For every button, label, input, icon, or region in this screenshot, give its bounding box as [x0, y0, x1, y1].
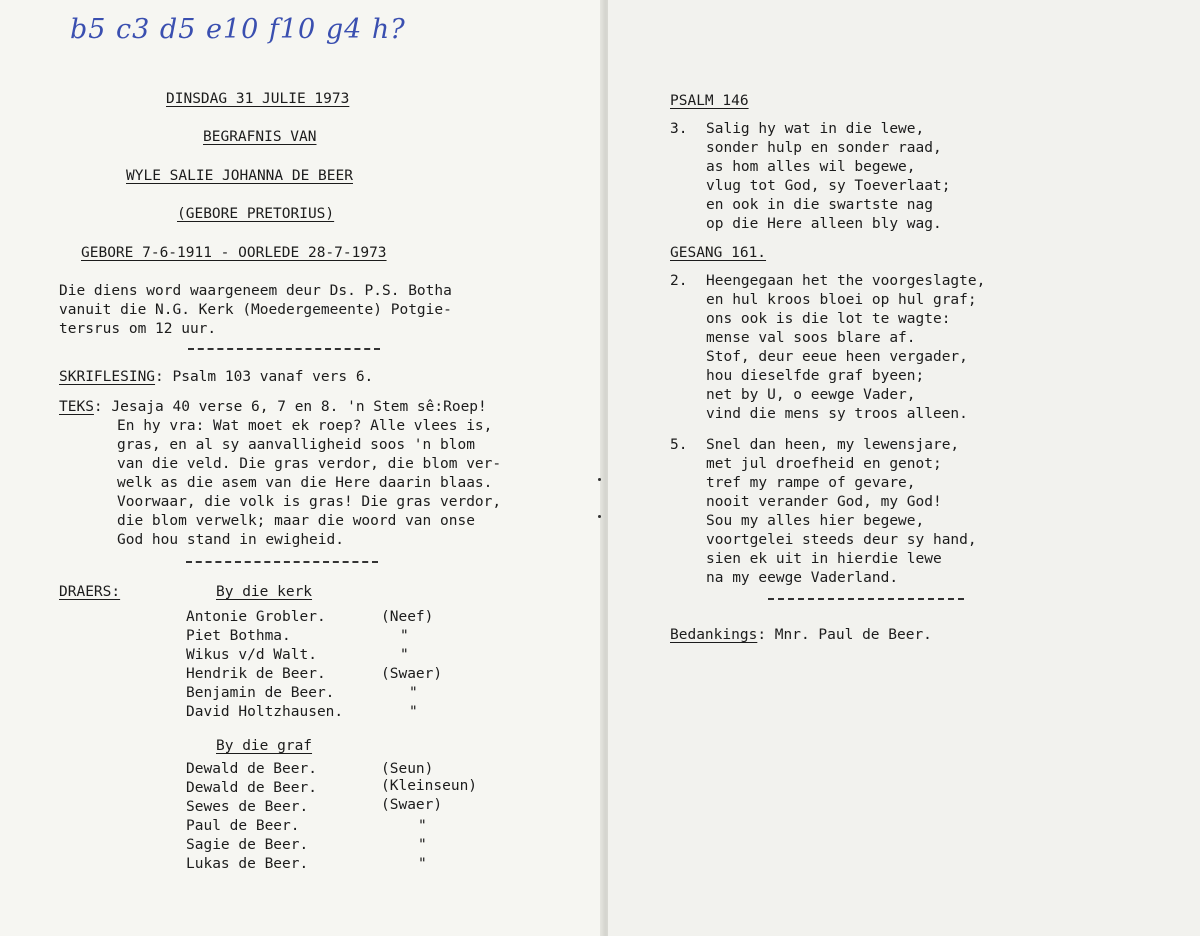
bearer-relation: (Swaer)	[381, 797, 443, 813]
handwritten-note: b5 c3 d5 e10 f10 g4 h?	[70, 14, 406, 45]
psalm-line: as hom alles wil begewe,	[706, 159, 916, 175]
hymn-line: hou dieselfde graf byeen;	[706, 368, 925, 384]
psalm-line: sonder hulp en sonder raad,	[706, 140, 942, 156]
bearer-relation: "	[409, 685, 418, 701]
scripture-text: : Psalm 103 vanaf vers 6.	[155, 369, 374, 385]
sermon-text-line: welk as die asem van die Here daarin blaas.	[117, 475, 493, 491]
gesang-heading: GESANG 161.	[670, 245, 767, 261]
acknowledgements	[670, 626, 932, 645]
sermon-label: TEKS	[59, 399, 94, 415]
thanks-text: : Mnr. Paul de Beer.	[757, 627, 932, 643]
bearer-relation: (Kleinseun)	[381, 778, 478, 794]
hymn-line: sien ek uit in hierdie lewe	[706, 551, 942, 567]
bearer-relation: "	[418, 856, 427, 872]
bearers-label: DRAERS:	[59, 584, 121, 600]
thanks-label: Bedankings	[670, 627, 758, 643]
bearer-name: Piet Bothma.	[186, 628, 291, 644]
bearer-name: Dewald de Beer.	[186, 761, 317, 777]
hymn-line: nooit verander God, my God!	[706, 494, 942, 510]
psalm-line: Salig hy wat in die lewe,	[706, 121, 925, 137]
hymn-line: tref my rampe of gevare,	[706, 475, 916, 491]
service-line-1: Die diens word waargeneem deur Ds. P.S. Botha	[59, 283, 452, 299]
maiden-name: (GEBORE PRETORIUS)	[177, 206, 335, 222]
sermon-text-line: die blom verwelk; maar die woord van onse	[117, 513, 475, 529]
verse-number: 3.	[670, 121, 688, 137]
scripture-label: SKRIFLESING	[59, 369, 156, 385]
bearer-relation: "	[409, 704, 418, 720]
sermon-text-0: : Jesaja 40 verse 6, 7 en 8. 'n Stem sê:Roep!	[93, 399, 487, 415]
bearer-name: Sagie de Beer.	[186, 837, 309, 853]
hymn-line: Snel dan heen, my lewensjare,	[706, 437, 960, 453]
deceased-name: WYLE SALIE JOHANNA DE BEER	[126, 168, 353, 184]
verse-number: 5.	[670, 437, 688, 453]
psalm-line: en ook in die swartste nag	[706, 197, 933, 213]
sermon-text-line: Voorwaar, die volk is gras! Die gras verdor,	[117, 494, 502, 510]
verse-number: 2.	[670, 273, 688, 289]
bearer-name: Wikus v/d Walt.	[186, 647, 317, 663]
hymn-line: net by U, o eewge Vader,	[706, 387, 916, 403]
psalm-line: op die Here alleen bly wag.	[706, 216, 942, 232]
bearer-name: Hendrik de Beer.	[186, 666, 326, 682]
bearer-name: Antonie Grobler.	[186, 609, 326, 625]
bearer-relation: (Seun)	[381, 761, 434, 777]
separator	[768, 598, 964, 600]
hymn-line: na my eewge Vaderland.	[706, 570, 899, 586]
hymn-line: Sou my alles hier begewe,	[706, 513, 925, 529]
bearer-relation: "	[418, 837, 427, 853]
hymn-line: en hul kroos bloei op hul graf;	[706, 292, 977, 308]
bearer-relation: (Swaer)	[381, 666, 443, 682]
fold-mark	[598, 478, 601, 481]
hymn-line: voortgelei steeds deur sy hand,	[706, 532, 977, 548]
bearer-name: Paul de Beer.	[186, 818, 300, 834]
grave-bearers-heading: By die graf	[216, 738, 313, 754]
sermon-text-line: gras, en al sy aanvalligheid soos 'n blom	[117, 437, 475, 453]
bearer-name: Dewald de Beer.	[186, 780, 317, 796]
date-heading: DINSDAG 31 JULIE 1973	[166, 91, 350, 107]
hymn-line: ons ook is die lot te wagte:	[706, 311, 951, 327]
bearer-name: Lukas de Beer.	[186, 856, 309, 872]
bearer-relation: (Neef)	[381, 609, 434, 625]
bearer-name: David Holtzhausen.	[186, 704, 344, 720]
hymn-line: mense val soos blare af.	[706, 330, 916, 346]
separator	[186, 561, 378, 563]
sermon-text-line: van die veld. Die gras verdor, die blom ver-	[117, 456, 502, 472]
bearer-relation: "	[400, 628, 409, 644]
hymn-line: vind die mens sy troos alleen.	[706, 406, 968, 422]
right-page	[608, 0, 1200, 936]
service-line-2: vanuit die N.G. Kerk (Moedergemeente) Potgie-	[59, 302, 452, 318]
scripture-reading	[59, 368, 373, 387]
bearer-relation: "	[418, 818, 427, 834]
burial-heading: BEGRAFNIS VAN	[203, 129, 317, 145]
fold-mark	[598, 515, 601, 518]
service-line-3: tersrus om 12 uur.	[59, 321, 217, 337]
psalm-line: vlug tot God, sy Toeverlaat;	[706, 178, 951, 194]
separator	[188, 348, 380, 350]
bearer-relation: "	[400, 647, 409, 663]
bearer-name: Sewes de Beer.	[186, 799, 309, 815]
hymn-line: met jul droefheid en genot;	[706, 456, 942, 472]
psalm-heading: PSALM 146	[670, 93, 749, 109]
sermon-text-line-1	[59, 398, 487, 417]
hymn-line: Stof, deur eeue heen vergader,	[706, 349, 968, 365]
life-dates: GEBORE 7-6-1911 - OORLEDE 28-7-1973	[81, 245, 387, 261]
sermon-text-line: En hy vra: Wat moet ek roep? Alle vlees is,	[117, 418, 493, 434]
hymn-line: Heengegaan het the voorgeslagte,	[706, 273, 986, 289]
sermon-text-line: God hou stand in ewigheid.	[117, 532, 344, 548]
bearer-name: Benjamin de Beer.	[186, 685, 335, 701]
church-bearers-heading: By die kerk	[216, 584, 313, 600]
